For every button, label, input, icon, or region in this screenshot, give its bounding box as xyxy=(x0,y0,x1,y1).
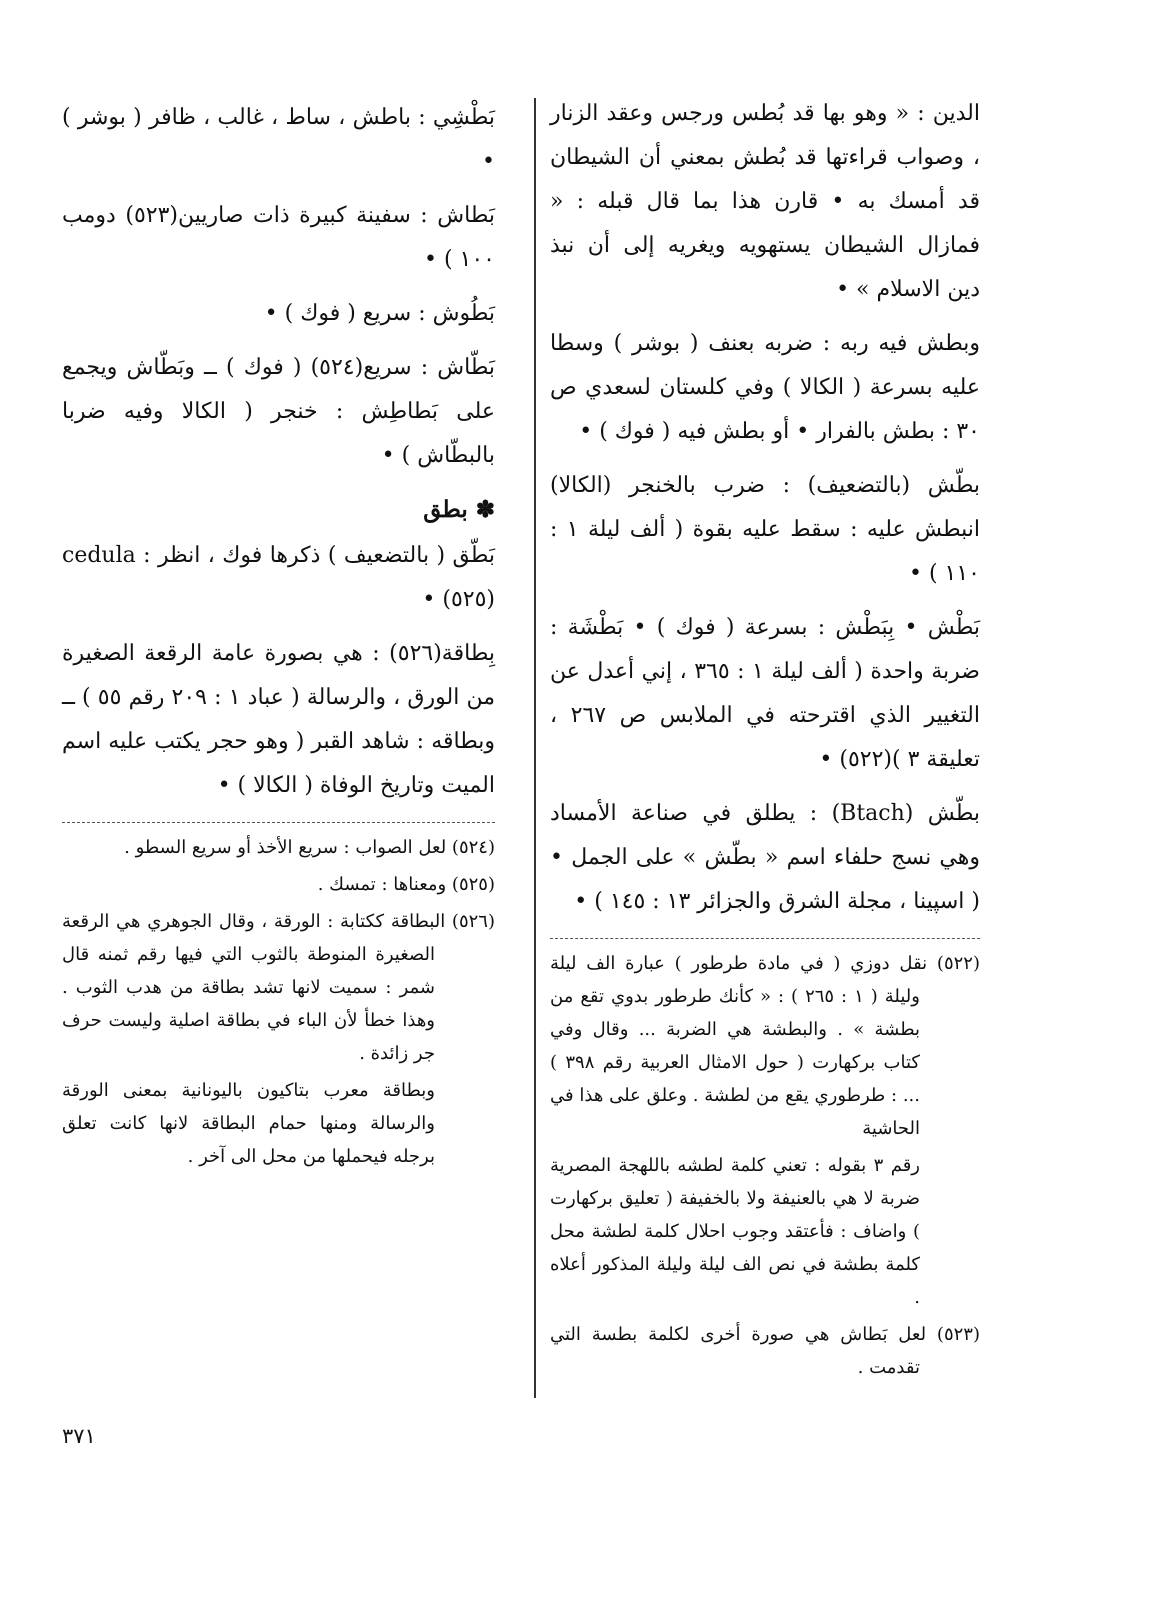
footnote-526: (٥٢٦) البطاقة ككتابة : الورقة ، وقال الجوهري هي الرقعة الصغيرة المنوطة بالثوب التي فيها رقم ثمنه قال شمر : سميت لانها تشد بطاقة من هدب الثوب . وهذا خطأ لأن الباء في بطاقة اصلية وليست حرف جر زائدة . xyxy=(62,911,495,1064)
left-para-3: بَطُوش : سريع ( فوك ) • xyxy=(264,301,495,326)
root-heading: ✽ بطق xyxy=(423,496,495,523)
right-para-5: بطّش (Btach) : يطلق في صناعة الأمساد وهي نسج حلفاء اسم « بطّش » على الجمل • ( اسپينا ، مجلة الشرق والجزائر ١٣ : ١٤٥ ) • xyxy=(550,801,980,914)
right-para-1: الدين : « وهو بها قد بُطس ورجس وعقد الزنار ، وصواب قراءتها قد بُطش بمعني أن الشيطان قد أمسك به • قارن هذا بما قال قبله : « فمازال الشيطان يستهويه ويغريه إلى أن نبذ دين الاسلام » • xyxy=(550,101,980,302)
left-para-2: بَطاش : سفينة كبيرة ذات صاريين(٥٢٣) دومب ١٠٠ ) • xyxy=(62,203,495,272)
left-column xyxy=(62,96,495,1177)
page-number: ٣٧١ xyxy=(62,1424,96,1448)
footnote-525: (٥٢٥) ومعناها : تمسك . xyxy=(317,874,495,895)
left-para-1: بَطْشِي : باطش ، ساط ، غالب ، ظافر ( بوشر ) • xyxy=(62,105,495,174)
right-column xyxy=(550,92,980,1388)
right-para-2: وبطش فيه ربه : ضربه بعنف ( بوشر ) وسطا عليه بسرعة ( الكالا ) وفي كلستان لسعدي ص ٣٠ : بطش بالفرار • أو بطش فيه ( فوك ) • xyxy=(550,331,980,444)
footnote-522-continuation: رقم ٣ بقوله : تعني كلمة لطشه باللهجة المصرية ضربة لا هي بالعنيفة ولا بالخفيفة ( تعليق بركهارت ) واضاف : فأعتقد وجوب احلال كلمة لطشة محل كلمة بطشة في نص الف ليلة وليلة المذكور أعلاه . xyxy=(550,1155,920,1308)
left-para-6: بِطاقة(٥٢٦) : هي بصورة عامة الرقعة الصغيرة من الورق ، والرسالة ( عباد ١ : ٢٠٩ رقم ٥٥ ) ــ وبطاقه : شاهد القبر ( وهو حجر يكتب عليه اسم الميت وتاريخ الوفاة ( الكالا ) • xyxy=(62,641,495,798)
footnote-526-continuation: وبطاقة معرب بتاكيون باليونانية بمعنى الورقة والرسالة ومنها حمام البطاقة لانها كانت تعلق برجله فيحملها من محل الى آخر . xyxy=(62,1080,435,1167)
right-para-3: بطّش (بالتضعيف) : ضرب بالخنجر (الكالا) انبطش عليه : سقط عليه بقوة ( ألف ليلة ١ : ١١٠ ) • xyxy=(550,473,981,586)
footnote-524: (٥٢٤) لعل الصواب : سريع الأخذ أو سريع السطو . xyxy=(124,837,495,858)
left-para-4: بَطّاش : سريع(٥٢٤) ( فوك ) ــ وبَطّاش ويجمع على بَطاطِش : خنجر ( الكالا وفيه ضربا بالبطّاش ) • xyxy=(62,355,495,468)
footnote-522: (٥٢٢) نقل دوزي ( في مادة طرطور ) عبارة الف ليلة وليلة ( ١ : ٢٦٥ ) : « كأنك طرطور بدوي تقع من بطشة » . والبطشة هي الضربة ... وقال وفي كتاب بركهارت ( حول الامثال العربية رقم ٣٩٨ ) ... : طرطوري يقع من لطشة . وعلق على هذا في الحاشية xyxy=(550,953,980,1139)
footnote-523: (٥٢٣) لعل بَطاش هي صورة أخرى لكلمة بطسة التي تقدمت . xyxy=(550,1324,980,1378)
right-para-4: بَطْش • بِبَطْش : بسرعة ( فوك ) • بَطْشَة : ضربة واحدة ( ألف ليلة ١ : ٣٦٥ ، إني أعدل عن التغيير الذي اقترحته في الملابس ص ٢٦٧ ، تعليقة ٣ )(٥٢٢) • xyxy=(550,615,981,772)
footnote-separator xyxy=(62,822,495,823)
left-para-5: بَطّق ( بالتضعيف ) ذكرها فوك ، انظر : cedula (٥٢٥) • xyxy=(62,543,495,612)
footnote-separator xyxy=(550,938,980,939)
column-divider xyxy=(534,98,536,1398)
